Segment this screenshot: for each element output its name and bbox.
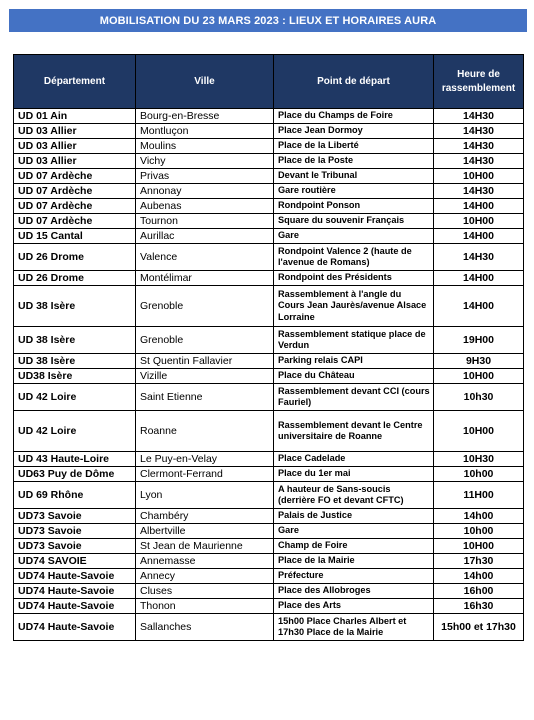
- heure-cell: 19H00: [434, 327, 524, 354]
- heure-cell: 10h00: [434, 467, 524, 482]
- table-body: [14, 109, 524, 641]
- table-row: [14, 154, 524, 169]
- departement-cell: UD74 Haute-Savoie: [14, 569, 136, 584]
- point-cell: Rondpoint des Présidents: [274, 271, 434, 286]
- table-row: [14, 199, 524, 214]
- heure-cell: 10H00: [434, 214, 524, 229]
- point-cell: Devant le Tribunal: [274, 169, 434, 184]
- ville-cell: Annemasse: [136, 554, 274, 569]
- ville-cell: Moulins: [136, 139, 274, 154]
- header-point: Point de départ: [274, 55, 434, 109]
- point-cell: Rondpoint Valence 2 (haute de l'avenue de Romans): [274, 244, 434, 271]
- schedule-table: [13, 54, 524, 641]
- ville-cell: Le Puy-en-Velay: [136, 452, 274, 467]
- header-heure: Heure de rassemblement: [434, 55, 524, 109]
- point-cell: Parking relais CAPI: [274, 354, 434, 369]
- ville-cell: St Jean de Maurienne: [136, 539, 274, 554]
- ville-cell: Privas: [136, 169, 274, 184]
- point-cell: Rondpoint Ponson: [274, 199, 434, 214]
- departement-cell: UD74 Haute-Savoie: [14, 599, 136, 614]
- point-cell: Place du Château: [274, 369, 434, 384]
- heure-cell: 16h30: [434, 599, 524, 614]
- ville-cell: Albertville: [136, 524, 274, 539]
- ville-cell: Montluçon: [136, 124, 274, 139]
- ville-cell: Aubenas: [136, 199, 274, 214]
- table-row: [14, 271, 524, 286]
- header-ville: Ville: [136, 55, 274, 109]
- ville-cell: Grenoble: [136, 327, 274, 354]
- table-row: [14, 452, 524, 467]
- ville-cell: Chambéry: [136, 509, 274, 524]
- heure-cell: 10H00: [434, 169, 524, 184]
- point-cell: Place des Arts: [274, 599, 434, 614]
- departement-cell: UD73 Savoie: [14, 539, 136, 554]
- point-cell: Rassemblement devant le Centre universitaire de Roanne: [274, 411, 434, 452]
- point-cell: Place du Champs de Foire: [274, 109, 434, 124]
- ville-cell: Sallanches: [136, 614, 274, 641]
- table-row: [14, 411, 524, 452]
- table-row: [14, 569, 524, 584]
- heure-cell: 14h00: [434, 509, 524, 524]
- point-cell: Rassemblement à l'angle du Cours Jean Jaurès/avenue Alsace Lorraine: [274, 286, 434, 327]
- departement-cell: UD73 Savoie: [14, 509, 136, 524]
- heure-cell: 14H00: [434, 229, 524, 244]
- departement-cell: UD 38 Isère: [14, 354, 136, 369]
- point-cell: Place de la Mairie: [274, 554, 434, 569]
- departement-cell: UD 26 Drome: [14, 244, 136, 271]
- departement-cell: UD 15 Cantal: [14, 229, 136, 244]
- point-cell: Place Jean Dormoy: [274, 124, 434, 139]
- table-row: [14, 139, 524, 154]
- heure-cell: 14h00: [434, 569, 524, 584]
- heure-cell: 14H00: [434, 271, 524, 286]
- departement-cell: UD63 Puy de Dôme: [14, 467, 136, 482]
- table-row: [14, 384, 524, 411]
- ville-cell: Grenoble: [136, 286, 274, 327]
- departement-cell: UD 01 Ain: [14, 109, 136, 124]
- table-row: [14, 286, 524, 327]
- heure-cell: 14H30: [434, 109, 524, 124]
- heure-cell: 14H30: [434, 154, 524, 169]
- departement-cell: UD 03 Allier: [14, 124, 136, 139]
- ville-cell: Annecy: [136, 569, 274, 584]
- heure-cell: 15h00 et 17h30: [434, 614, 524, 641]
- departement-cell: UD 26 Drome: [14, 271, 136, 286]
- table-row: [14, 354, 524, 369]
- heure-cell: 10H00: [434, 369, 524, 384]
- table-row: [14, 554, 524, 569]
- heure-cell: 9H30: [434, 354, 524, 369]
- heure-cell: 10H00: [434, 411, 524, 452]
- departement-cell: UD 07 Ardèche: [14, 184, 136, 199]
- departement-cell: UD 69 Rhône: [14, 482, 136, 509]
- heure-cell: 14H00: [434, 199, 524, 214]
- ville-cell: Valence: [136, 244, 274, 271]
- ville-cell: Tournon: [136, 214, 274, 229]
- heure-cell: 14H30: [434, 184, 524, 199]
- departement-cell: UD 03 Allier: [14, 154, 136, 169]
- table-row: [14, 109, 524, 124]
- point-cell: Gare: [274, 229, 434, 244]
- table-row: [14, 214, 524, 229]
- point-cell: Place de la Liberté: [274, 139, 434, 154]
- ville-cell: Clermont-Ferrand: [136, 467, 274, 482]
- table-row: [14, 524, 524, 539]
- ville-cell: Montélimar: [136, 271, 274, 286]
- table-row: [14, 369, 524, 384]
- departement-cell: UD 38 Isère: [14, 327, 136, 354]
- point-cell: Gare routière: [274, 184, 434, 199]
- ville-cell: Thonon: [136, 599, 274, 614]
- table-header-row: [14, 55, 524, 109]
- departement-cell: UD74 Haute-Savoie: [14, 614, 136, 641]
- departement-cell: UD 03 Allier: [14, 139, 136, 154]
- ville-cell: Annonay: [136, 184, 274, 199]
- point-cell: Place de la Poste: [274, 154, 434, 169]
- point-cell: Place du 1er mai: [274, 467, 434, 482]
- departement-cell: UD 07 Ardèche: [14, 169, 136, 184]
- ville-cell: Cluses: [136, 584, 274, 599]
- heure-cell: 10h30: [434, 384, 524, 411]
- point-cell: Place Cadelade: [274, 452, 434, 467]
- heure-cell: 10H00: [434, 539, 524, 554]
- ville-cell: St Quentin Fallavier: [136, 354, 274, 369]
- table-row: [14, 539, 524, 554]
- table-row: [14, 244, 524, 271]
- heure-cell: 17h30: [434, 554, 524, 569]
- heure-cell: 14H30: [434, 244, 524, 271]
- ville-cell: Saint Etienne: [136, 384, 274, 411]
- ville-cell: Vichy: [136, 154, 274, 169]
- header-departement: Département: [14, 55, 136, 109]
- ville-cell: Aurillac: [136, 229, 274, 244]
- ville-cell: Bourg-en-Bresse: [136, 109, 274, 124]
- point-cell: 15h00 Place Charles Albert et 17h30 Place de la Mairie: [274, 614, 434, 641]
- table-row: [14, 327, 524, 354]
- ville-cell: Roanne: [136, 411, 274, 452]
- table-row: [14, 482, 524, 509]
- point-cell: Place des Allobroges: [274, 584, 434, 599]
- departement-cell: UD73 Savoie: [14, 524, 136, 539]
- departement-cell: UD 07 Ardèche: [14, 199, 136, 214]
- departement-cell: UD 38 Isère: [14, 286, 136, 327]
- table-row: [14, 169, 524, 184]
- heure-cell: 14H00: [434, 286, 524, 327]
- ville-cell: Lyon: [136, 482, 274, 509]
- table-row: [14, 184, 524, 199]
- point-cell: Champ de Foire: [274, 539, 434, 554]
- point-cell: Gare: [274, 524, 434, 539]
- point-cell: Préfecture: [274, 569, 434, 584]
- heure-cell: 11H00: [434, 482, 524, 509]
- departement-cell: UD38 Isère: [14, 369, 136, 384]
- heure-cell: 10H30: [434, 452, 524, 467]
- point-cell: Palais de Justice: [274, 509, 434, 524]
- point-cell: Square du souvenir Français: [274, 214, 434, 229]
- table-row: [14, 467, 524, 482]
- table-row: [14, 584, 524, 599]
- departement-cell: UD 42 Loire: [14, 384, 136, 411]
- departement-cell: UD 42 Loire: [14, 411, 136, 452]
- table-row: [14, 509, 524, 524]
- point-cell: Rassemblement devant CCI (cours Fauriel): [274, 384, 434, 411]
- point-cell: A hauteur de Sans-soucis (derrière FO et devant CFTC): [274, 482, 434, 509]
- table-row: [14, 124, 524, 139]
- point-cell: Rassemblement statique place de Verdun: [274, 327, 434, 354]
- heure-cell: 14H30: [434, 139, 524, 154]
- heure-cell: 10h00: [434, 524, 524, 539]
- heure-cell: 14H30: [434, 124, 524, 139]
- table-row: [14, 614, 524, 641]
- departement-cell: UD74 SAVOIE: [14, 554, 136, 569]
- page-title: MOBILISATION DU 23 MARS 2023 : LIEUX ET HORAIRES AURA: [9, 9, 527, 32]
- ville-cell: Vizille: [136, 369, 274, 384]
- heure-cell: 16h00: [434, 584, 524, 599]
- departement-cell: UD 07 Ardèche: [14, 214, 136, 229]
- departement-cell: UD74 Haute-Savoie: [14, 584, 136, 599]
- departement-cell: UD 43 Haute-Loire: [14, 452, 136, 467]
- table-row: [14, 229, 524, 244]
- table-row: [14, 599, 524, 614]
